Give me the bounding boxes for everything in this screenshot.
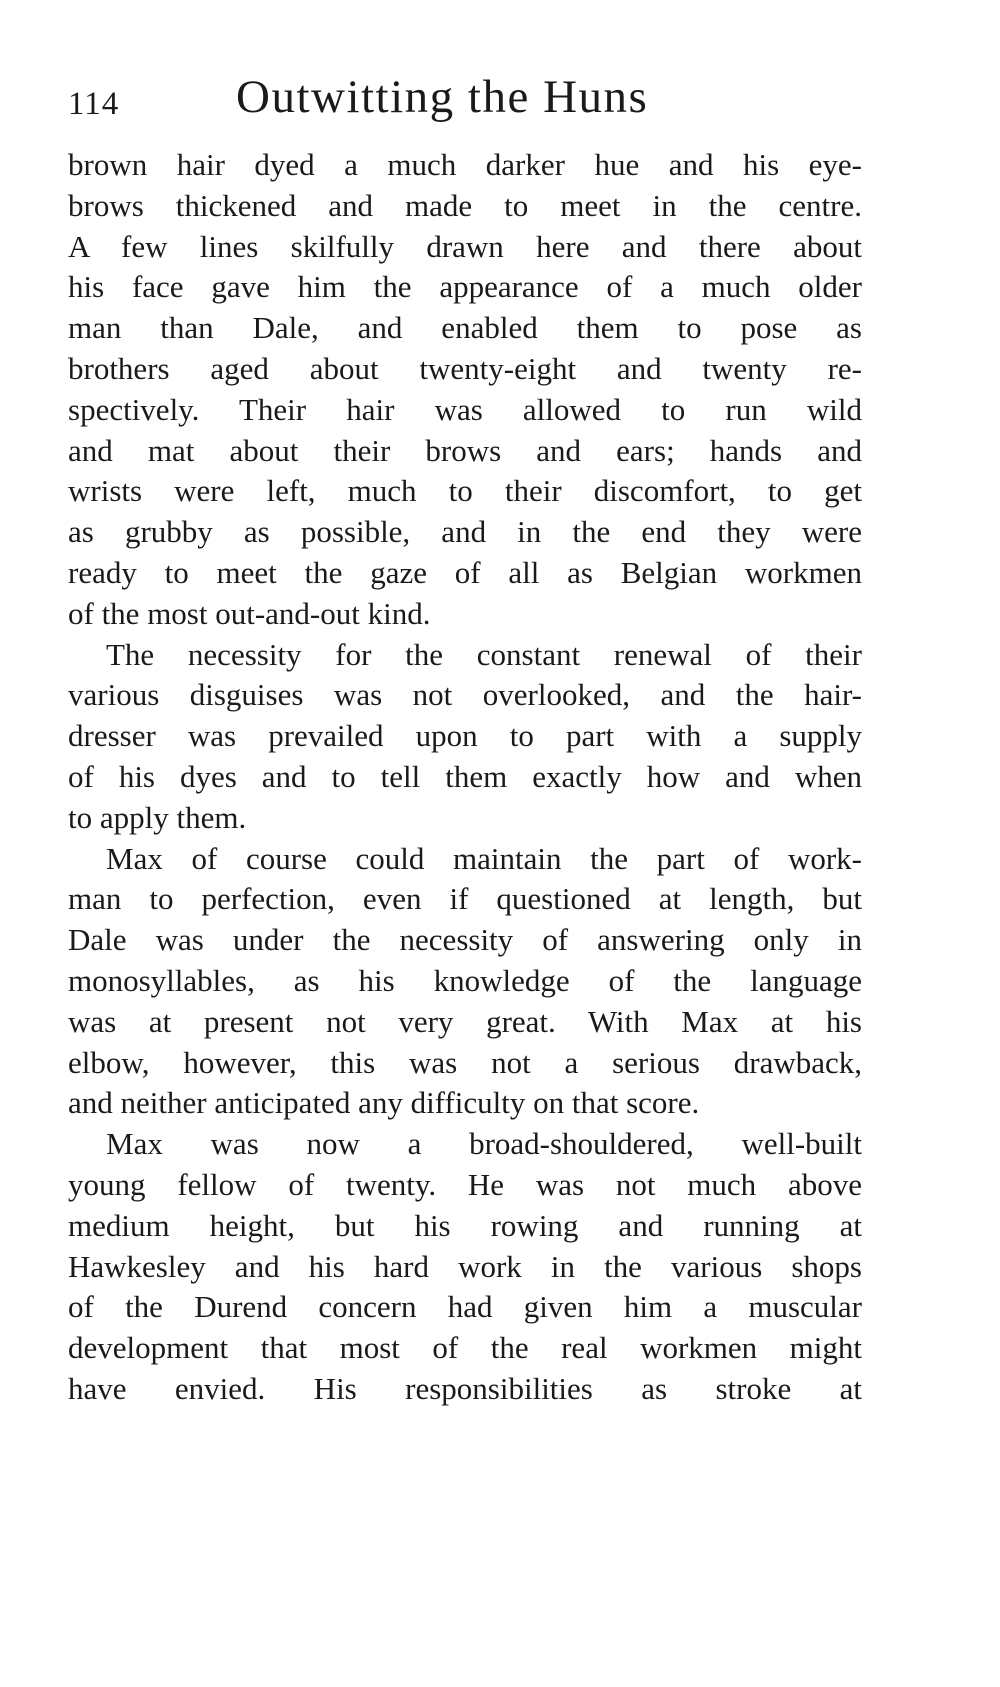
text-line: and mat about their brows and ears; hands and: [68, 432, 862, 468]
page-header: [68, 70, 868, 140]
paragraph: [68, 839, 862, 1125]
text-line: dresser was prevailed upon to part with a supply: [68, 718, 862, 754]
text-line: Max was now a broad-shouldered, well-built: [106, 1126, 862, 1162]
text-line: was at present not very great. With Max at his: [68, 1003, 862, 1039]
text-line: Max of course could maintain the part of work-: [106, 840, 862, 876]
text-line: development that most of the real workmen might: [68, 1330, 862, 1366]
text-line: of the most out-and-out kind.: [68, 595, 431, 631]
text-line: brown hair dyed a much darker hue and his eye-: [68, 147, 862, 182]
text-line: spectively. Their hair was allowed to run wild: [68, 391, 862, 427]
text-line: young fellow of twenty. He was not much above: [68, 1166, 862, 1202]
text-line: Hawkesley and his hard work in the various shops: [68, 1248, 862, 1284]
text-line: and neither anticipated any difficulty on that score.: [68, 1085, 700, 1121]
text-line: ready to meet the gaze of all as Belgian workmen: [68, 554, 862, 590]
paragraph: [68, 145, 862, 635]
text-line: as grubby as possible, and in the end they were: [68, 514, 862, 550]
text-line: brothers aged about twenty-eight and twenty re-: [68, 350, 862, 386]
paragraph: [68, 1124, 862, 1410]
text-line: Dale was under the necessity of answering only in: [68, 922, 862, 958]
text-line: A few lines skilfully drawn here and there about: [68, 228, 862, 264]
paragraph: [68, 635, 862, 839]
body-text: [68, 145, 862, 1410]
text-line: his face gave him the appearance of a much older: [68, 269, 862, 305]
text-line: various disguises was not overlooked, and the hair-: [68, 677, 862, 713]
text-line: have envied. His responsibilities as stroke at: [68, 1370, 862, 1406]
text-line: brows thickened and made to meet in the centre.: [68, 187, 862, 223]
text-line: of the Durend concern had given him a muscular: [68, 1289, 862, 1325]
text-line: man than Dale, and enabled them to pose as: [68, 310, 862, 346]
text-line: wrists were left, much to their discomfort, to get: [68, 473, 862, 509]
text-line: monosyllables, as his knowledge of the language: [68, 962, 862, 998]
text-line: man to perfection, even if questioned at length, but: [68, 881, 862, 917]
page-number: 114: [68, 86, 120, 122]
running-title: Outwitting the Huns: [236, 71, 649, 123]
text-line: elbow, however, this was not a serious drawback,: [68, 1044, 862, 1080]
text-line: to apply them.: [68, 799, 247, 835]
text-line: of his dyes and to tell them exactly how and when: [68, 758, 862, 794]
text-line: The necessity for the constant renewal of their: [106, 636, 862, 672]
text-line: medium height, but his rowing and running at: [68, 1207, 862, 1243]
